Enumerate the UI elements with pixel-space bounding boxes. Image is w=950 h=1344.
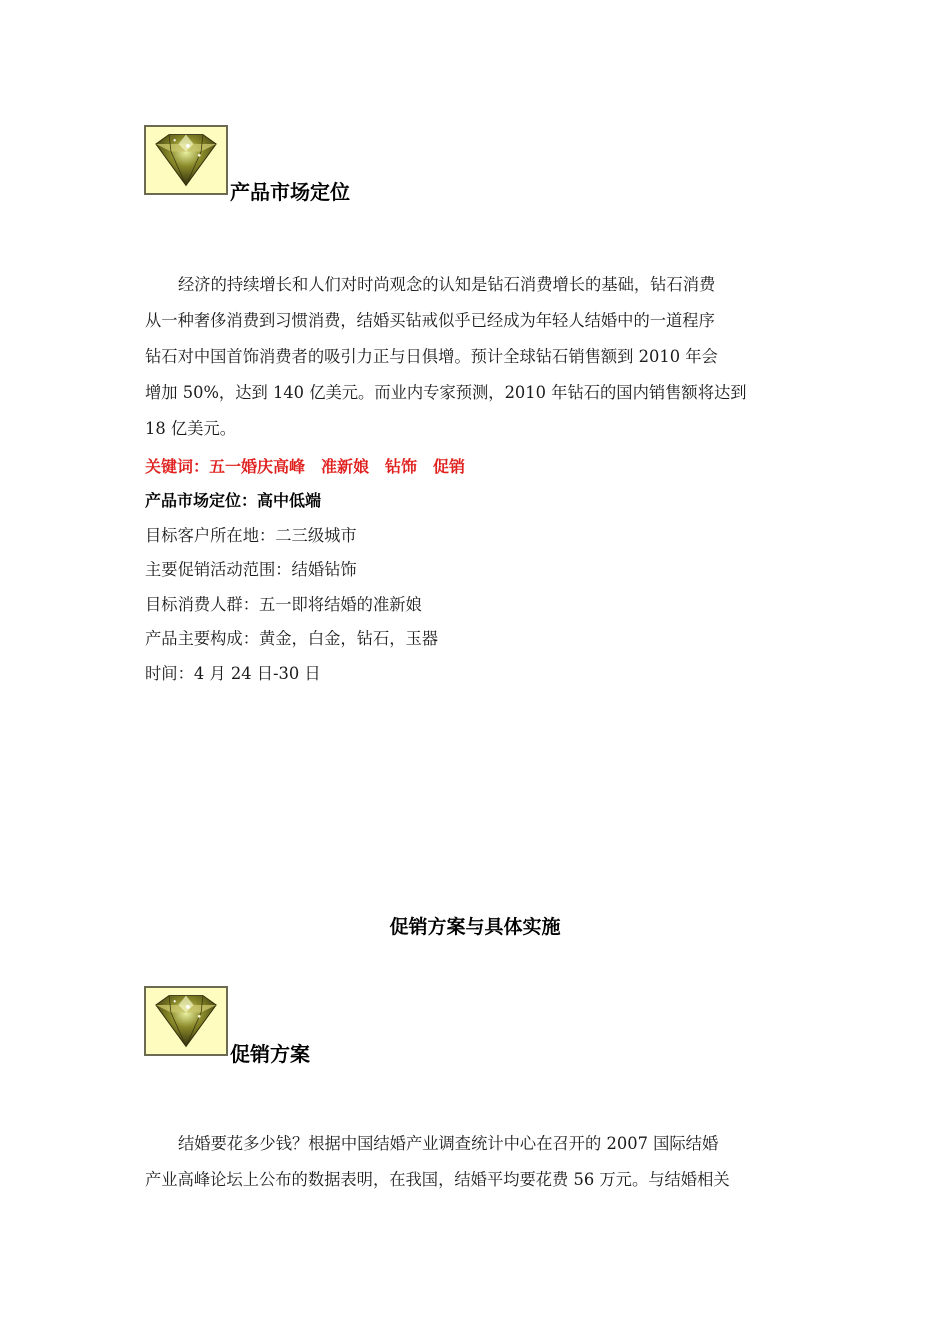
paragraph-line: 增加 50%，达到 140 亿美元。而业内专家预测，2010 年钻石的国内销售额将达到 — [145, 383, 747, 402]
paragraph-line: 结婚要花多少钱？根据中国结婚产业调查统计中心在召开的 2007 国际结婚 — [178, 1134, 719, 1153]
target-group-line: 目标消费人群：五一即将结婚的准新娘 — [145, 595, 422, 614]
paragraph-line: 18 亿美元。 — [145, 419, 237, 438]
positioning-line: 产品市场定位：高中低端 — [145, 491, 322, 510]
paragraph-line: 产业高峰论坛上公布的数据表明，在我国，结婚平均要花费 56 万元。与结婚相关 — [145, 1170, 730, 1189]
section-title: 促销方案与具体实施 — [389, 916, 561, 938]
section-heading: 促销方案 — [230, 1042, 310, 1066]
diamond-icon — [144, 125, 228, 195]
diamond-icon — [144, 986, 228, 1056]
promo-scope-line: 主要促销活动范围：结婚钻饰 — [145, 560, 357, 579]
paragraph-line: 经济的持续增长和人们对时尚观念的认知是钻石消费增长的基础，钻石消费 — [178, 275, 716, 294]
target-location-line: 目标客户所在地：二三级城市 — [145, 526, 357, 545]
products-line: 产品主要构成：黄金，白金，钻石，玉器 — [145, 629, 439, 648]
intro-paragraph — [145, 267, 810, 447]
promo-paragraph — [145, 1126, 810, 1198]
paragraph-line: 从一种奢侈消费到习惯消费，结婚买钻戒似乎已经成为年轻人结婚中的一道程序 — [145, 311, 715, 330]
time-line: 时间：4 月 24 日-30 日 — [145, 664, 321, 683]
section-heading: 产品市场定位 — [230, 180, 350, 204]
keywords-line: 关键词：五一婚庆高峰 准新娘 钻饰 促销 — [145, 457, 466, 476]
paragraph-line: 钻石对中国首饰消费者的吸引力正与日俱增。预计全球钻石销售额到 2010 年会 — [145, 347, 718, 366]
